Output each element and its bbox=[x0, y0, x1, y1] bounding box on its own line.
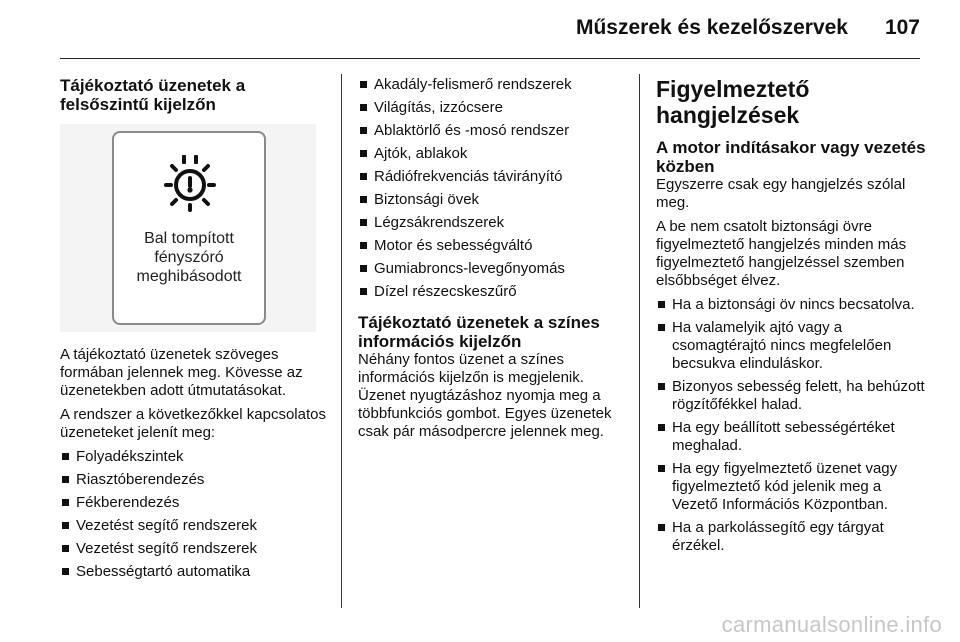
paragraph: Néhány fontos üzenet a színes információs kijelzőn is megjelenik. Üzenet nyugtázáshoz nyomja meg a többfunkciós gombot. Egyes üzenetek csak pár másodpercre jelennek meg. bbox=[358, 351, 612, 440]
list-item: Ha valamelyik ajtó vagy a csomagtérajtó nincs megfelelően becsukva elinduláskor. bbox=[656, 319, 930, 373]
column-middle bbox=[358, 76, 623, 447]
paragraph: A be nem csatolt biztonsági övre figyelmeztető hangjelzés minden más figyelmeztető hangjelzéssel szemben elsőbbséget élvez. bbox=[656, 218, 907, 289]
section-title: Műszerek és kezelőszervek bbox=[575, 16, 848, 39]
list-item: Rádiófrekvenciás távirányító bbox=[358, 168, 623, 186]
list-item: Ha a parkolássegítő egy tárgyat érzékel. bbox=[656, 519, 930, 555]
list-item: Ha egy figyelmeztető üzenet vagy figyelmeztető kód jelenik meg a Vezető Információs Központban. bbox=[656, 460, 930, 514]
paragraph: Egyszerre csak egy hangjelzés szólal meg. bbox=[656, 176, 906, 211]
list-item: Akadály-felismerő rendszerek bbox=[358, 76, 623, 94]
list-item: Világítás, izzócsere bbox=[358, 99, 623, 117]
list-item: Légzsákrendszerek bbox=[358, 214, 623, 232]
list-item: Ajtók, ablakok bbox=[358, 145, 623, 163]
list-item: Dízel részecskeszűrő bbox=[358, 283, 623, 301]
column-left bbox=[60, 76, 328, 586]
display-message-line: Bal tompított bbox=[144, 230, 234, 247]
list-item: Sebességtartó automatika bbox=[60, 563, 328, 581]
subsection-heading: Tájékoztató üzenetek a felsőszintű kijelzőn bbox=[60, 76, 246, 114]
message-topic-list bbox=[358, 76, 623, 301]
display-message-line: fényszóró bbox=[154, 249, 224, 266]
column-divider bbox=[341, 74, 342, 608]
display-message-line: meghibásodott bbox=[136, 268, 242, 285]
subsection-heading: Tájékoztató üzenetek a színes információs kijelzőn bbox=[358, 313, 600, 351]
display-screen bbox=[112, 131, 266, 325]
list-item: Folyadékszintek bbox=[60, 448, 328, 466]
headlamp-warning-icon bbox=[160, 151, 220, 213]
list-item: Gumiabroncs-levegőnyomás bbox=[358, 260, 623, 278]
warning-condition-list bbox=[656, 296, 930, 555]
list-item: Motor és sebességváltó bbox=[358, 237, 623, 255]
column-right bbox=[656, 76, 930, 560]
display-message bbox=[114, 229, 264, 286]
list-item: Biztonsági övek bbox=[358, 191, 623, 209]
page-number: 107 bbox=[884, 16, 920, 39]
column-divider bbox=[639, 74, 640, 608]
display-illustration bbox=[60, 124, 316, 332]
watermark: carmanualsonline.info bbox=[721, 612, 942, 637]
list-item: Ha a biztonsági öv nincs becsatolva. bbox=[656, 296, 930, 314]
paragraph: A tájékoztató üzenetek szöveges formában jelennek meg. Kövesse az üzenetekben adott útmutatásokat. bbox=[60, 346, 303, 399]
list-item: Vezetést segítő rendszerek bbox=[60, 540, 328, 558]
list-item: Fékberendezés bbox=[60, 494, 328, 512]
list-item: Ha egy beállított sebességértéket meghalad. bbox=[656, 419, 930, 455]
message-topic-list bbox=[60, 448, 328, 581]
list-item: Vezetést segítő rendszerek bbox=[60, 517, 328, 535]
list-item: Ablaktörlő és -mosó rendszer bbox=[358, 122, 623, 140]
paragraph: A rendszer a következőkkel kapcsolatos üzeneteket jelenít meg: bbox=[60, 406, 326, 441]
list-item: Bizonyos sebesség felett, ha behúzott rögzítőfékkel halad. bbox=[656, 378, 930, 414]
section-heading: Figyelmeztető hangjelzések bbox=[656, 76, 810, 128]
header-divider bbox=[60, 58, 920, 59]
list-item: Riasztóberendezés bbox=[60, 471, 328, 489]
subsection-heading: A motor indításakor vagy vezetés közben bbox=[656, 138, 926, 176]
